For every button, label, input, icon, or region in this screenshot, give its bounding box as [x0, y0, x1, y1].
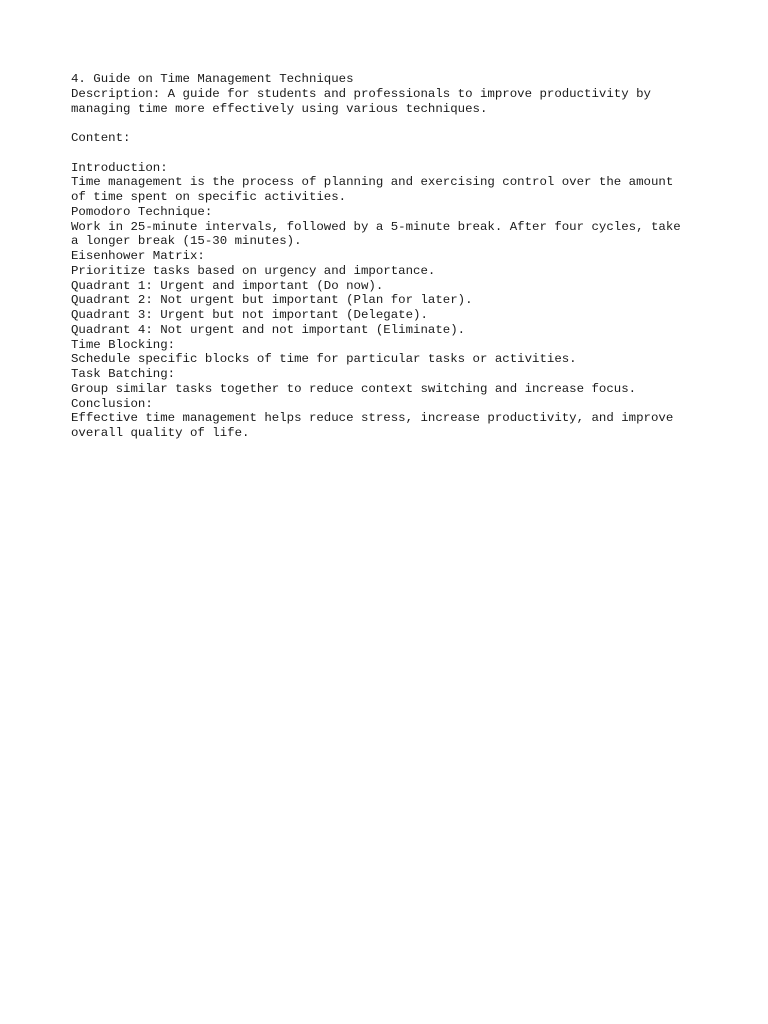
- section-heading: Eisenhower Matrix:: [71, 249, 205, 263]
- document-page: [71, 72, 731, 441]
- section-conclusion: [71, 397, 731, 441]
- quadrant-line: Quadrant 3: Urgent but not important (Delegate).: [71, 308, 428, 322]
- quadrant-line: Quadrant 2: Not urgent but important (Plan for later).: [71, 293, 473, 308]
- section-heading: Conclusion:: [71, 396, 153, 411]
- section-heading: Introduction:: [71, 160, 168, 175]
- section-pomodoro: [71, 205, 731, 249]
- section-text-line: Prioritize tasks based on urgency and importance.: [71, 263, 436, 278]
- blank-line: [71, 116, 731, 131]
- section-heading: Task Batching:: [71, 367, 176, 381]
- section-text-line: Time management is the process of planning and exercising control over the amount: [71, 175, 674, 190]
- section-text-line: overall quality of life.: [71, 426, 250, 440]
- section-text-line: Schedule specific blocks of time for particular tasks or activities.: [71, 352, 577, 367]
- section-heading: Pomodoro Technique:: [71, 204, 213, 219]
- section-introduction: [71, 161, 731, 205]
- section-text-line: of time spent on specific activities.: [71, 190, 347, 204]
- content-label: Content:: [71, 131, 131, 145]
- description-line: Description: A guide for students and professionals to improve productivity by: [71, 86, 651, 101]
- section-text-line: Effective time management helps reduce stress, increase productivity, and improve: [71, 411, 674, 426]
- quadrant-line: Quadrant 1: Urgent and important (Do now).: [71, 278, 384, 293]
- section-task-batching: [71, 367, 731, 397]
- document-title: 4. Guide on Time Management Techniques: [71, 72, 354, 86]
- quadrant-line: Quadrant 4: Not urgent and not important (Eliminate).: [71, 322, 466, 337]
- description-line: managing time more effectively using various techniques.: [71, 101, 488, 116]
- section-text-line: a longer break (15-30 minutes).: [71, 234, 302, 249]
- section-text-line: Group similar tasks together to reduce context switching and increase focus.: [71, 381, 637, 396]
- blank-line: [71, 146, 731, 161]
- section-time-blocking: [71, 338, 731, 368]
- section-eisenhower: [71, 249, 731, 338]
- section-text-line: Work in 25-minute intervals, followed by a 5-minute break. After four cycles, take: [71, 219, 681, 234]
- section-heading: Time Blocking:: [71, 337, 176, 352]
